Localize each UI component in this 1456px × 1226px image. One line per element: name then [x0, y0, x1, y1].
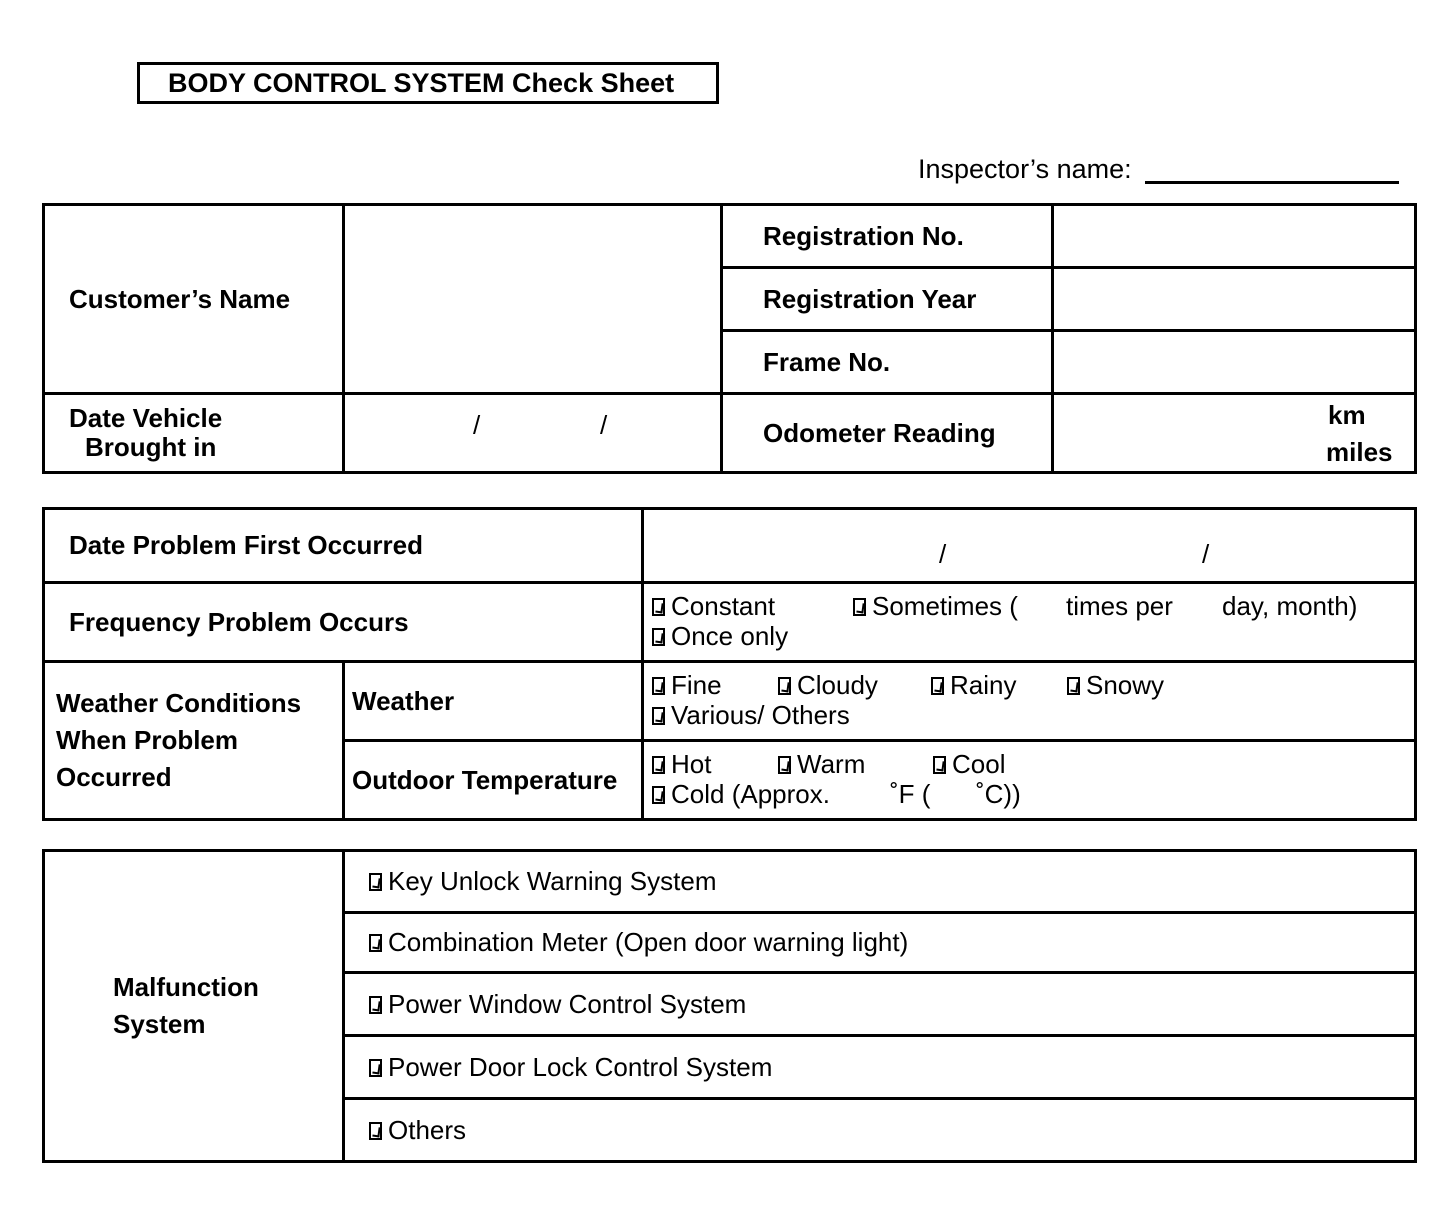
malfunction-item[interactable] — [344, 1099, 1416, 1162]
temp-hot-option[interactable] — [652, 750, 711, 779]
date-brought-in-label — [44, 394, 344, 473]
date-separator: / — [939, 539, 947, 569]
checkbox-icon[interactable] — [652, 628, 665, 646]
malfunction-item[interactable] — [344, 851, 1416, 913]
weather-cloudy-option[interactable] — [778, 671, 878, 700]
malfunction-item-label: Power Door Lock Control System — [388, 1051, 773, 1082]
checkbox-icon[interactable] — [369, 1122, 382, 1140]
frequency-label: Frequency Problem Occurs — [44, 583, 643, 662]
date-brought-line2: Brought in — [85, 432, 217, 462]
freq-once-option[interactable] — [652, 622, 788, 651]
weather-various-label: Various/ Others — [671, 700, 850, 730]
weather-conditions-label — [44, 662, 344, 820]
temp-warm-label: Warm — [797, 749, 866, 779]
temp-warm-option[interactable] — [778, 750, 865, 779]
registration-no-field[interactable] — [1053, 205, 1416, 268]
weather-rainy-label: Rainy — [950, 670, 1017, 700]
page-title: BODY CONTROL SYSTEM Check Sheet — [137, 62, 719, 104]
checkbox-icon[interactable] — [931, 677, 944, 695]
customer-name-label: Customer’s Name — [44, 205, 344, 394]
weather-cloudy-label: Cloudy — [797, 670, 878, 700]
freq-constant-option[interactable] — [652, 592, 775, 621]
weather-conditions-line3: Occurred — [56, 762, 172, 792]
frame-no-label: Frame No. — [722, 331, 1053, 394]
freq-sometimes-option[interactable] — [853, 592, 1018, 621]
malfunction-item-label: Power Window Control System — [388, 988, 747, 1019]
checkbox-icon[interactable] — [369, 873, 382, 891]
checkbox-icon[interactable] — [369, 1059, 382, 1077]
weather-conditions-line2: When Problem — [56, 725, 239, 755]
malfunction-item-label: Key Unlock Warning System — [388, 866, 717, 897]
registration-no-label: Registration No. — [722, 205, 1053, 268]
temp-fahrenheit: ˚F ( — [890, 779, 931, 809]
freq-constant-label: Constant — [671, 591, 776, 621]
freq-day-month: day, month) — [1222, 591, 1358, 621]
inspector-label: Inspector’s name: — [918, 154, 1132, 184]
malfunction-item[interactable] — [344, 913, 1416, 973]
malfunction-system-label — [44, 851, 344, 1162]
unit-miles: miles — [1326, 437, 1393, 467]
weather-options — [643, 662, 1416, 741]
malfunction-line1: Malfunction — [113, 972, 259, 1002]
temperature-options — [643, 741, 1416, 820]
vehicle-table — [42, 203, 1417, 474]
freq-times-per: times per — [1066, 591, 1173, 621]
date-separator: / — [1202, 539, 1210, 569]
date-separator: / — [473, 410, 481, 440]
temp-celsius: ˚C)) — [976, 779, 1021, 809]
weather-label: Weather — [344, 662, 643, 741]
registration-year-field[interactable] — [1053, 268, 1416, 331]
checkbox-icon[interactable] — [853, 598, 866, 616]
frequency-options — [643, 583, 1416, 662]
temp-hot-label: Hot — [671, 749, 712, 779]
weather-rainy-option[interactable] — [931, 671, 1016, 700]
checkbox-icon[interactable] — [652, 677, 665, 695]
odometer-field[interactable] — [1053, 394, 1416, 473]
checkbox-icon[interactable] — [652, 756, 665, 774]
malfunction-item-label: Others — [388, 1114, 467, 1145]
checkbox-icon[interactable] — [933, 756, 946, 774]
temp-cold-label: Cold (Approx. — [671, 779, 830, 809]
date-first-occurred-field[interactable] — [643, 509, 1416, 583]
malfunction-table — [42, 849, 1417, 1163]
freq-sometimes-label: Sometimes ( — [872, 591, 1018, 621]
malfunction-item[interactable] — [344, 973, 1416, 1036]
customer-name-field[interactable] — [344, 205, 722, 394]
checkbox-icon[interactable] — [652, 707, 665, 725]
malfunction-item[interactable] — [344, 1036, 1416, 1099]
checkbox-icon[interactable] — [778, 677, 791, 695]
temp-cool-label: Cool — [952, 749, 1006, 779]
freq-once-label: Once only — [671, 621, 789, 651]
checkbox-icon[interactable] — [369, 934, 382, 952]
weather-various-option[interactable] — [652, 701, 850, 730]
date-first-occurred-label: Date Problem First Occurred — [44, 509, 643, 583]
weather-fine-option[interactable] — [652, 671, 722, 700]
date-brought-line1: Date Vehicle — [69, 403, 223, 434]
checkbox-icon[interactable] — [369, 996, 382, 1014]
checkbox-icon[interactable] — [778, 756, 791, 774]
frame-no-field[interactable] — [1053, 331, 1416, 394]
inspector-name-field[interactable] — [1145, 181, 1399, 184]
malfunction-line2: System — [113, 1009, 206, 1039]
checkbox-icon[interactable] — [652, 598, 665, 616]
weather-snowy-label: Snowy — [1086, 670, 1165, 700]
checkbox-icon[interactable] — [652, 786, 665, 804]
temperature-label: Outdoor Temperature — [344, 741, 643, 820]
unit-km: km — [1328, 400, 1366, 430]
temp-cold-option[interactable] — [652, 780, 830, 809]
odometer-label: Odometer Reading — [722, 394, 1053, 473]
problem-table — [42, 507, 1417, 821]
temp-cool-option[interactable] — [933, 750, 1005, 779]
checkbox-icon[interactable] — [1067, 677, 1080, 695]
date-brought-in-field[interactable] — [344, 394, 722, 473]
weather-fine-label: Fine — [671, 670, 722, 700]
weather-conditions-line1: Weather Conditions — [56, 688, 302, 718]
malfunction-item-label: Combination Meter (Open door warning light) — [388, 927, 909, 958]
registration-year-label: Registration Year — [722, 268, 1053, 331]
weather-snowy-option[interactable] — [1067, 671, 1164, 700]
date-separator: / — [600, 410, 608, 440]
